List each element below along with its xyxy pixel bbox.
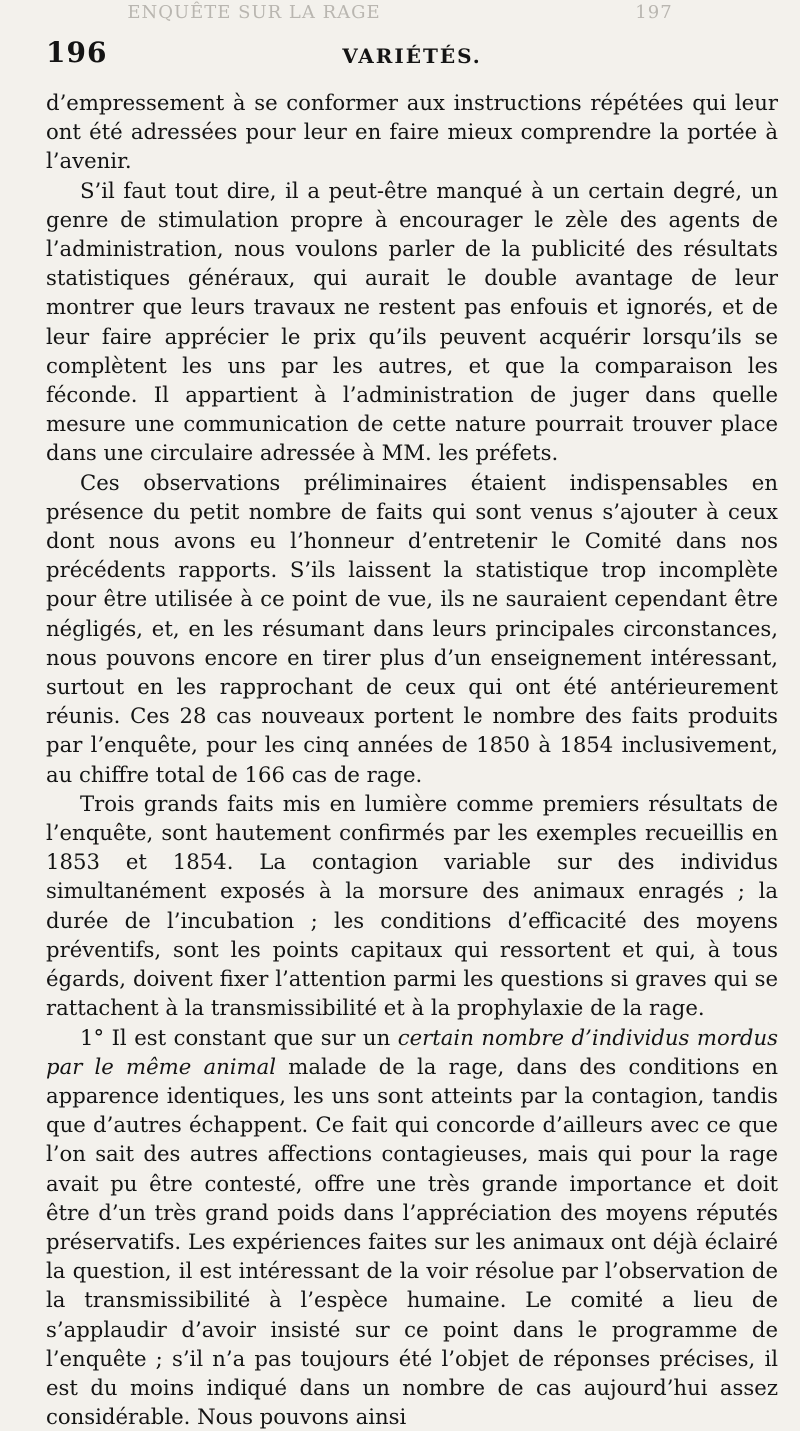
paragraph-5 <box>46 1023 778 1431</box>
paragraph-1: d’empressement à se conformer aux instructions répétées qui leur ont été adressées pour leur en faire mieux comprendre la portée à l’avenir. <box>46 88 778 176</box>
paragraph-5-text: malade de la rage, dans des conditions en apparence identiques, les uns sont atteints par la contagion, tandis que d’autres échappent. Ce fait qui concorde d’ailleurs avec ce que l’on sait des autres affections contagieuses, mais qui pour la rage avait pu être contesté, offre une très grande importance et doit être d’un très grand poids dans l’appréciation des moyens réputés préservatifs. Les expériences faites sur les animaux ont déjà éclairé la question, il est intéressant de la voir résolue par l’observation de la transmissibilité à l’espèce humaine. Le comité a lieu de s’applaudir d’avoir insisté sur ce point dans le programme de l’enquête ; s’il n’a pas toujours été l’objet de réponses précises, il est du moins indiqué dans un nombre de cas aujourd’hui assez considérable. Nous pouvons ainsi <box>46 1054 778 1429</box>
bleed-through-page-number: 197 <box>635 2 672 23</box>
paragraph-5-lead: 1° Il est constant que sur un <box>80 1025 390 1050</box>
body-text <box>46 88 778 1431</box>
paragraph-5-italic: certain nombre d’individus mordus par le même animal <box>46 1025 778 1079</box>
paragraph-4: Trois grands faits mis en lumière comme premiers résultats de l’enquête, sont hautement confirmés par les exemples recueillis en 1853 et 1854. La contagion variable sur des individus simultanément exposés à la morsure des animaux enragés ; la durée de l’incubation ; les conditions d’efficacité des moyens préventifs, sont les points capitaux qui ressortent et qui, à tous égards, doivent fixer l’attention parmi les questions si graves qui se rattachent à la transmissibilité et à la prophylaxie de la rage. <box>46 789 778 1023</box>
running-head: VARIÉTÉS. <box>46 44 778 68</box>
page-number: 196 <box>46 36 107 69</box>
page-header <box>46 36 778 88</box>
paragraph-2: S’il faut tout dire, il a peut-être manqué à un certain degré, un genre de stimulation propre à encourager le zèle des agents de l’administration, nous voulons parler de la publicité des résultats statistiques généraux, qui aurait le double avantage de leur montrer que leurs travaux ne restent pas enfouis et ignorés, et de leur faire apprécier le prix qu’ils peuvent acquérir lorsqu’ils se complètent les uns par les autres, et que la comparaison les féconde. Il appartient à l’administration de juger dans quelle mesure une communication de cette nature pourrait trouver place dans une circulaire adressée à MM. les préfets. <box>46 176 778 468</box>
bleed-through-title: ENQUÊTE SUR LA RAGE <box>127 2 380 23</box>
paragraph-3: Ces observations préliminaires étaient indispensables en présence du petit nombre de faits qui sont venus s’ajouter à ceux dont nous avons eu l’honneur d’entretenir le Comité dans nos précédents rapports. S’ils laissent la statistique trop incomplète pour être utilisée à ce point de vue, ils ne sauraient cependant être négligés, et, en les résumant dans leurs principales circonstances, nous pouvons encore en tirer plus d’un enseignement intéressant, surtout en les rapprochant de ceux qui ont été antérieurement réunis. Ces 28 cas nouveaux portent le nombre des faits produits par l’enquête, pour les cinq années de 1850 à 1854 inclusivement, au chiffre total de 166 cas de rage. <box>46 468 778 789</box>
